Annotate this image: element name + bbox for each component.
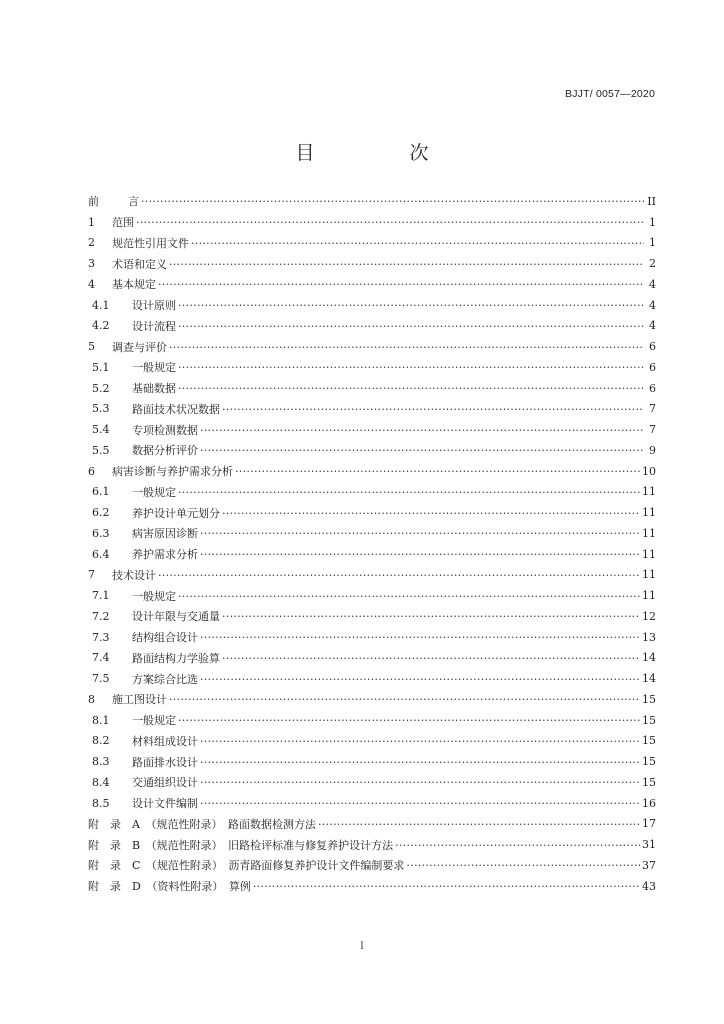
toc-entry-number: 7 — [88, 568, 95, 582]
toc-entry-number: 5.2 — [92, 381, 110, 395]
toc-entry[interactable] — [88, 357, 656, 378]
toc-entry-page: 9 — [649, 443, 656, 457]
toc-entry[interactable] — [88, 772, 656, 793]
toc-entry-page: 12 — [642, 609, 656, 623]
toc-entry[interactable] — [88, 606, 656, 627]
toc-entry-title: 材料组成设计 — [132, 734, 198, 748]
toc-entry[interactable] — [88, 440, 656, 461]
toc-entry-page: 11 — [642, 506, 656, 520]
toc-entry-title: 病害诊断与养护需求分析 — [112, 465, 233, 479]
toc-entry-number: 5.5 — [92, 443, 110, 457]
toc-dot-leader — [235, 465, 640, 477]
toc-dot-leader — [169, 693, 640, 705]
toc-entry-number: 3 — [88, 257, 95, 271]
toc-entry-title: 一般规定 — [132, 589, 176, 603]
toc-dot-leader — [222, 403, 644, 415]
toc-entry-page: 14 — [642, 651, 656, 665]
toc-entry[interactable] — [88, 399, 656, 420]
toc-entry-title: 范围 — [112, 216, 134, 230]
toc-entry-title: 路面结构力学验算 — [132, 651, 220, 665]
toc-entry[interactable] — [88, 668, 656, 689]
toc-dot-leader — [200, 673, 640, 685]
toc-entry-page: 7 — [649, 402, 656, 416]
toc-entry[interactable] — [88, 274, 656, 295]
toc-dot-leader — [318, 818, 640, 830]
toc-entry-page: 37 — [642, 858, 656, 872]
toc-entry[interactable] — [88, 253, 656, 274]
toc-entry-number: 4 — [88, 277, 95, 291]
toc-dot-leader — [178, 361, 644, 373]
toc-dot-leader — [200, 631, 640, 643]
toc-entry-page: 4 — [649, 319, 656, 333]
toc-entry-number: 5.1 — [92, 360, 110, 374]
toc-entry[interactable] — [88, 855, 656, 876]
toc-entry-title: 一般规定 — [132, 714, 176, 728]
toc-entry-title: 路面技术状况数据 — [132, 402, 220, 416]
toc-entry[interactable] — [88, 751, 656, 772]
toc-entry[interactable] — [88, 648, 656, 669]
toc-entry-number: 6 — [88, 464, 95, 478]
toc-entry-number: 6.2 — [92, 506, 110, 520]
toc-dot-leader — [200, 444, 644, 456]
toc-dot-leader — [178, 299, 644, 311]
toc-entry-page: 15 — [642, 713, 656, 727]
toc-dot-leader — [178, 590, 640, 602]
toc-entry-page: 11 — [642, 485, 656, 499]
toc-entry-page: 11 — [642, 547, 656, 561]
toc-entry-page: 11 — [642, 568, 656, 582]
toc-dot-leader — [169, 341, 644, 353]
toc-entry-title: 方案综合比选 — [132, 672, 198, 686]
toc-entry-number: 8.2 — [92, 734, 110, 748]
toc-entry-title: 交通组织设计 — [132, 776, 198, 790]
toc-entry-page: 1 — [649, 215, 656, 229]
toc-entry-number: 前 — [88, 195, 99, 209]
toc-entry-page: 13 — [642, 630, 656, 644]
toc-entry[interactable] — [88, 419, 656, 440]
toc-entry-page: 10 — [642, 464, 656, 478]
toc-entry[interactable] — [88, 627, 656, 648]
toc-entry[interactable] — [88, 461, 656, 482]
toc-entry-page: 2 — [649, 257, 656, 271]
toc-entry-title: 基础数据 — [132, 382, 176, 396]
toc-dot-leader — [178, 320, 644, 332]
toc-entry-page: 17 — [642, 817, 656, 831]
toc-dot-leader — [178, 382, 644, 394]
toc-entry[interactable] — [88, 585, 656, 606]
toc-dot-leader — [200, 797, 640, 809]
toc-entry-title: 养护需求分析 — [132, 548, 198, 562]
toc-entry-number: 4.2 — [92, 319, 110, 333]
toc-entry-title: 附 录 A （规范性附录） 路面数据检测方法 — [88, 817, 316, 831]
toc-entry[interactable] — [88, 336, 656, 357]
toc-entry[interactable] — [88, 212, 656, 233]
toc-entry[interactable] — [88, 710, 656, 731]
toc-dot-leader — [253, 880, 640, 892]
toc-entry-number: 7.5 — [92, 672, 110, 686]
toc-entry-page: 7 — [649, 423, 656, 437]
toc-entry-title: 调查与评价 — [112, 340, 167, 354]
toc-entry[interactable] — [88, 814, 656, 835]
toc-entry-number: 8 — [88, 692, 95, 706]
toc-entry[interactable] — [88, 523, 656, 544]
toc-dot-leader — [222, 507, 640, 519]
toc-entry-number: 2 — [88, 236, 95, 250]
toc-entry-title: 言 — [128, 195, 139, 209]
toc-entry-page: 15 — [642, 775, 656, 789]
toc-entry-title: 养护设计单元划分 — [132, 506, 220, 520]
toc-entry[interactable] — [88, 316, 656, 337]
toc-dot-leader — [169, 258, 644, 270]
toc-entry[interactable] — [88, 544, 656, 565]
toc-dot-leader — [158, 569, 640, 581]
toc-entry-number: 7.3 — [92, 630, 110, 644]
toc-entry-title: 结构组合设计 — [132, 631, 198, 645]
toc-dot-leader — [191, 237, 644, 249]
toc-entry-number: 5.3 — [92, 402, 110, 416]
toc-dot-leader — [200, 548, 640, 560]
toc-entry-page: 16 — [642, 796, 656, 810]
toc-entry-page: 11 — [642, 589, 656, 603]
toc-entry-number: 7.4 — [92, 651, 110, 665]
toc-entry-number: 8.4 — [92, 775, 110, 789]
toc-entry-title: 规范性引用文件 — [112, 236, 189, 250]
toc-entry-number: 5 — [88, 340, 95, 354]
toc-entry-number: 7.2 — [92, 609, 110, 623]
toc-dot-leader — [200, 735, 640, 747]
page-title: 目 次 — [295, 142, 467, 164]
toc-entry-number: 8.5 — [92, 796, 110, 810]
toc-entry-title: 设计年限与交通量 — [132, 610, 220, 624]
toc-entry-page: 4 — [649, 298, 656, 312]
toc-dot-leader — [141, 195, 644, 207]
toc-entry-page: 14 — [642, 672, 656, 686]
toc-entry[interactable] — [88, 295, 656, 316]
toc-entry-number: 8.3 — [92, 755, 110, 769]
toc-entry-title: 专项检测数据 — [132, 423, 198, 437]
toc-dot-leader — [222, 610, 640, 622]
toc-entry[interactable] — [88, 876, 656, 897]
toc-entry-page: 31 — [642, 838, 656, 852]
toc-entry-title: 附 录 B （规范性附录） 旧路检评标准与修复养护设计方法 — [88, 838, 394, 852]
toc-entry-number: 7.1 — [92, 589, 110, 603]
toc-entry[interactable] — [88, 191, 656, 212]
toc-entry-title: 技术设计 — [112, 568, 156, 582]
toc-dot-leader — [178, 486, 640, 498]
toc-entry-number: 8.1 — [92, 713, 110, 727]
toc-entry-page: II — [647, 194, 656, 208]
toc-dot-leader — [200, 776, 640, 788]
toc-dot-leader — [178, 714, 640, 726]
toc-entry-number: 1 — [88, 215, 95, 229]
toc-dot-leader — [395, 839, 640, 851]
toc-dot-leader — [136, 216, 644, 228]
toc-entry-page: 6 — [649, 381, 656, 395]
toc-entry-title: 病害原因诊断 — [132, 527, 198, 541]
toc-entry[interactable] — [88, 502, 656, 523]
toc-dot-leader — [158, 278, 644, 290]
toc-entry-title: 数据分析评价 — [132, 444, 198, 458]
toc-entry-title: 附 录 D （资料性附录） 算例 — [88, 880, 251, 894]
toc-entry-number: 4.1 — [92, 298, 110, 312]
toc-dot-leader — [200, 424, 644, 436]
toc-entry-page: 11 — [642, 526, 656, 540]
toc-dot-leader — [406, 859, 640, 871]
toc-entry-title: 设计原则 — [132, 299, 176, 313]
toc-entry-number: 5.4 — [92, 423, 110, 437]
toc-entry[interactable] — [88, 482, 656, 503]
toc-entry-number: 6.1 — [92, 485, 110, 499]
toc-entry-page: 1 — [649, 236, 656, 250]
toc-entry-title: 术语和定义 — [112, 257, 167, 271]
toc-entry-page: 6 — [649, 340, 656, 354]
toc-entry[interactable] — [88, 233, 656, 254]
toc-entry-number: 6.4 — [92, 547, 110, 561]
toc-entry-page: 4 — [649, 277, 656, 291]
table-of-contents — [88, 191, 656, 897]
toc-entry[interactable] — [88, 689, 656, 710]
toc-entry-title: 设计文件编制 — [132, 797, 198, 811]
toc-entry-title: 附 录 C （规范性附录） 沥青路面修复养护设计文件编制要求 — [88, 859, 405, 873]
toc-entry-page: 43 — [642, 879, 656, 893]
toc-entry-page: 15 — [642, 692, 656, 706]
toc-entry-title: 路面排水设计 — [132, 755, 198, 769]
toc-entry[interactable] — [88, 834, 656, 855]
toc-entry-page: 15 — [642, 755, 656, 769]
toc-entry[interactable] — [88, 793, 656, 814]
toc-entry-title: 设计流程 — [132, 319, 176, 333]
toc-entry[interactable] — [88, 731, 656, 752]
page-number: I — [360, 941, 364, 952]
document-code: BJJT/ 0057—2020 — [565, 88, 655, 100]
toc-dot-leader — [200, 756, 640, 768]
toc-entry-title: 施工图设计 — [112, 693, 167, 707]
toc-entry-page: 6 — [649, 360, 656, 374]
toc-entry-title: 一般规定 — [132, 485, 176, 499]
toc-dot-leader — [200, 527, 640, 539]
toc-dot-leader — [222, 652, 640, 664]
toc-entry-page: 15 — [642, 734, 656, 748]
toc-entry[interactable] — [88, 378, 656, 399]
toc-entry-title: 一般规定 — [132, 361, 176, 375]
toc-entry-number: 6.3 — [92, 526, 110, 540]
toc-entry-title: 基本规定 — [112, 278, 156, 292]
toc-entry[interactable] — [88, 565, 656, 586]
